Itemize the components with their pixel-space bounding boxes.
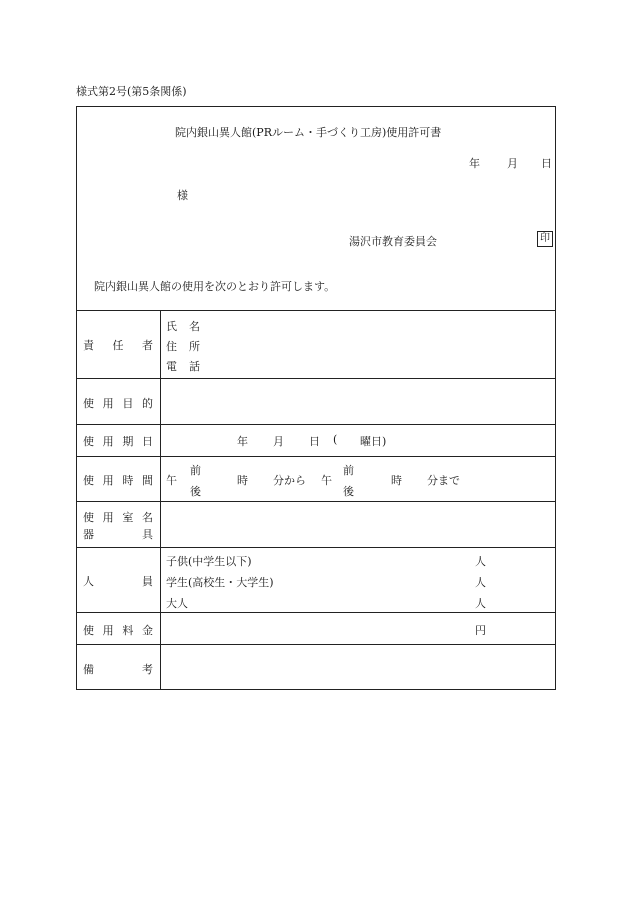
divider [77,501,555,502]
time-am-1: 前 [190,464,201,477]
time-am-2: 前 [343,464,354,477]
time-pm-2: 後 [343,485,354,498]
date-year: 年 [469,157,480,170]
address-field-label: 住 所 [166,340,200,353]
responsible-label: 責 任 者 [83,339,153,352]
time-hour-2: 時 [391,474,402,487]
addressee-suffix: 様 [177,189,188,202]
seal-mark: 印 [537,231,553,247]
issuer-name: 湯沢市教育委員会 [349,235,437,248]
divider [77,310,555,311]
date-day: 日 [541,157,552,170]
people-label: 人 員 [83,575,153,588]
period-month: 月 [273,435,284,448]
column-divider [160,310,161,690]
time-noon-1: 午 [166,474,177,487]
divider [77,378,555,379]
people-child: 子供(中学生以下) [166,555,252,568]
time-label: 使 用 時 間 [83,474,153,487]
room-label: 使 用 室 名 [83,511,153,524]
form-title: 院内銀山異人館(PRルーム・手づくり工房)使用許可書 [175,126,442,139]
equipment-label: 器 具 [83,528,153,541]
divider [77,612,555,613]
time-from: 分から [273,474,306,487]
period-day: 日 [309,435,320,448]
divider [77,456,555,457]
form-number: 様式第2号(第5条関係) [76,85,187,98]
period-year: 年 [237,435,248,448]
people-adult-unit: 人 [475,597,486,610]
time-hour-1: 時 [237,474,248,487]
time-until: 分まで [427,474,460,487]
fee-unit: 円 [475,624,486,637]
purpose-label: 使 用 目 的 [83,397,153,410]
divider [77,547,555,548]
name-field-label: 氏 名 [166,320,200,333]
period-label: 使 用 期 日 [83,435,153,448]
people-student: 学生(高校生・大学生) [166,576,274,589]
permit-form [76,106,556,690]
fee-label: 使 用 料 金 [83,624,153,637]
permission-statement: 院内銀山異人館の使用を次のとおり許可します。 [94,280,336,293]
people-student-unit: 人 [475,576,486,589]
time-pm-1: 後 [190,485,201,498]
people-child-unit: 人 [475,555,486,568]
time-noon-2: 午 [321,474,332,487]
divider [77,644,555,645]
divider [77,424,555,425]
date-month: 月 [507,157,518,170]
period-paren-open: ( [333,433,338,446]
phone-field-label: 電 話 [166,360,200,373]
period-weekday: 曜日) [360,435,387,448]
remarks-label: 備 考 [83,663,153,676]
people-adult: 大人 [166,597,188,610]
